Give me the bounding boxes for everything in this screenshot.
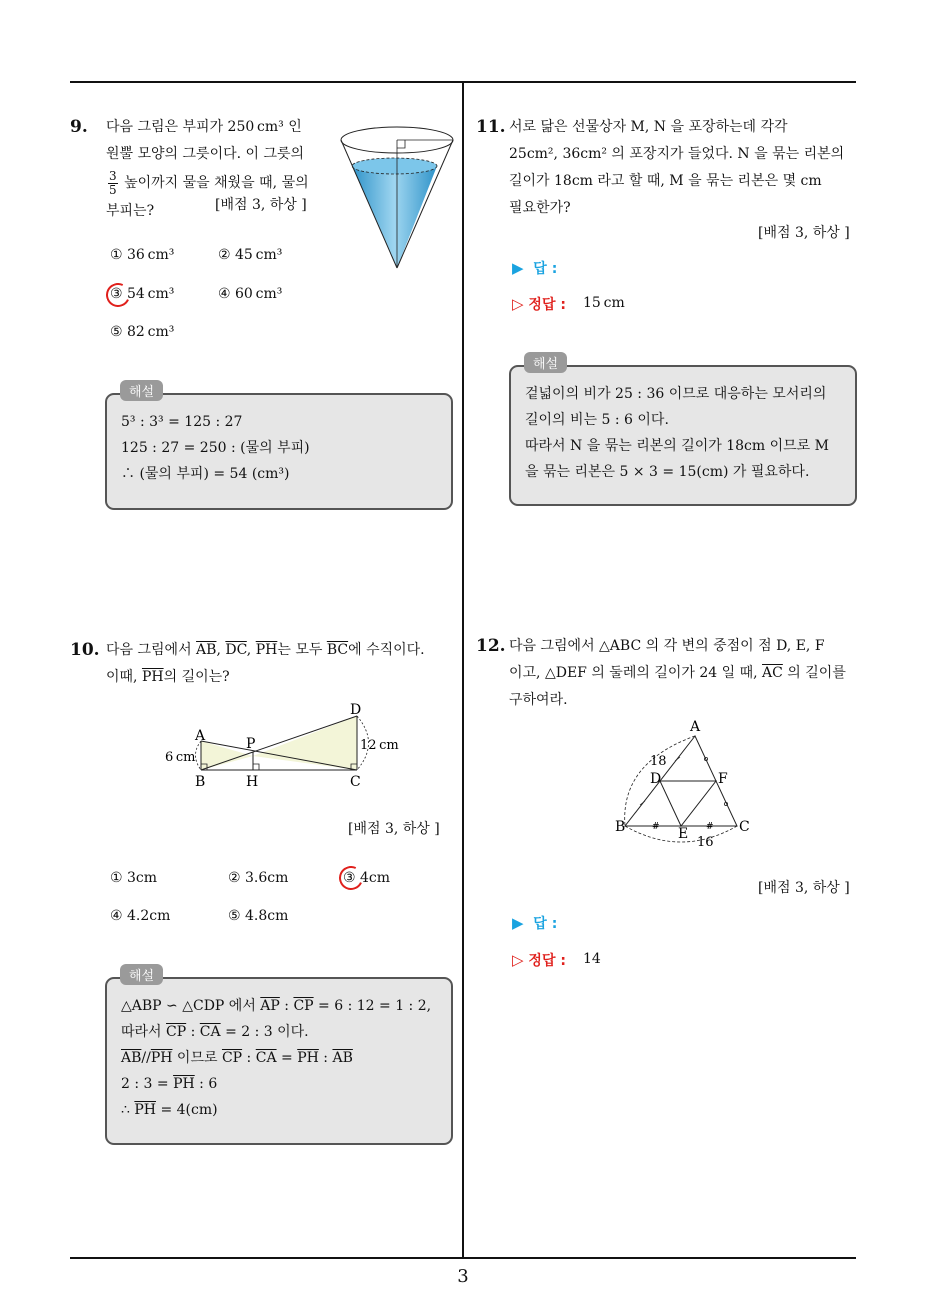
q12-label-e: E <box>678 826 689 842</box>
q11-line4: 필요한가? <box>509 200 571 216</box>
q10-answer-mark-icon <box>336 863 367 894</box>
q9-answer-mark-icon <box>103 280 134 311</box>
q12-score: [배점 3, 하상 ] <box>758 880 850 896</box>
q11-sol-line3: 따라서 N 을 묶는 리본의 길이가 18cm 이므로 M <box>525 438 829 454</box>
q11-solution-tag: 해설 <box>524 352 567 373</box>
q12-length-16: 16 <box>697 835 714 850</box>
q9-line4: 부피는? <box>106 203 155 219</box>
q10-label-d: D <box>350 702 362 718</box>
q11-answer-label: ▶ 답 : <box>512 259 558 277</box>
q9-sol-line2: 125 : 27 = 250 : (물의 부피) <box>121 440 310 456</box>
q9-sol-line3: ∴ (물의 부피) = 54 (cm³) <box>121 466 290 482</box>
q11-sol-line4: 을 묶는 리본은 5 × 3 = 15(cm) 가 필요하다. <box>525 464 810 480</box>
q10-length-left: 6 cm <box>165 750 196 765</box>
play-outline-icon: ▷ <box>512 951 524 969</box>
svg-text:#: # <box>706 822 714 832</box>
q9-number: 9. <box>70 117 88 137</box>
q9-line1: 다음 그림은 부피가 250 cm³ 인 <box>106 119 302 135</box>
q12-line2: 이고, △DEF 의 둘레의 길이가 24 일 때, $\overline{AC}$ 의 길이를 <box>509 665 846 681</box>
q11-line2: 25cm², 36cm² 의 포장지가 들었다. N 을 묶는 리본의 <box>509 146 845 162</box>
q12-correct-value: 14 <box>583 951 601 967</box>
q9-solution-box <box>105 393 453 510</box>
q12-figure <box>612 718 762 852</box>
q11-solution-box <box>509 365 857 506</box>
q10-solution-tag: 해설 <box>120 964 163 985</box>
q10-sol-line2: 따라서 $\overline{CP}$ : $\overline{CA} = 2$ : 3 이다. <box>121 1024 309 1040</box>
q9-line3: 높이까지 물을 채웠을 때, 물의 <box>124 175 309 191</box>
q9-score: [배점 3, 하상 ] <box>215 197 307 213</box>
q10-sol-line4: 2 : $3 = \overline{PH}$ : 6 <box>121 1076 218 1092</box>
q11-score: [배점 3, 하상 ] <box>758 225 850 241</box>
q9-choice-1[interactable]: ① 36 cm³ <box>110 247 175 263</box>
q12-label-f: F <box>718 771 728 787</box>
q10-label-b: B <box>195 774 206 790</box>
q12-line3: 구하여라. <box>509 692 568 708</box>
q9-fraction: $\frac{3}{5}$ <box>109 168 117 197</box>
q9-choice-5[interactable]: ⑤ 82 cm³ <box>110 324 175 340</box>
q9-solution-tag: 해설 <box>120 380 163 401</box>
q11-number: 11. <box>476 117 506 137</box>
svg-text:#: # <box>652 822 660 832</box>
q10-label-p: P <box>246 736 256 752</box>
play-icon: ▶ <box>512 914 524 932</box>
q10-label-a: A <box>195 728 206 744</box>
q10-sol-line1: △ABP ∽ △CDP 에서 $\overline{AP}$ : $\overline{CP} = 6$ : 12 = 1 : 2, <box>121 998 432 1014</box>
q12-text <box>509 633 864 714</box>
page-number: 3 <box>457 1266 469 1287</box>
q11-line3: 길이가 18cm 라고 할 때, M 을 묶는 리본은 몇 cm <box>509 173 822 189</box>
q12-label-a: A <box>690 719 701 735</box>
q10-choice-2[interactable]: ② 3.6cm <box>228 870 289 886</box>
q12-label-d: D <box>650 771 662 787</box>
q10-text: 다음 그림에서 $\overline{AB}$, $\overline{DC}$, $\overline{PH}$는 모두 $\overline{BC}$에 수직이다. 이때, $\overline{PH}$의 길이는? <box>106 642 425 685</box>
q12-label-b: B <box>615 819 626 835</box>
q11-sol-line2: 길이의 비는 5 : 6 이다. <box>525 412 669 428</box>
q10-choice-4[interactable]: ④ 4.2cm <box>110 908 171 924</box>
q9-line2: 원뿔 모양의 그릇이다. 이 그릇의 <box>106 146 305 162</box>
q9-choice-3[interactable]: ③ 54 cm³ <box>110 286 175 302</box>
q9-choice-4[interactable]: ④ 60 cm³ <box>218 286 283 302</box>
q12-length-18: 18 <box>650 754 667 769</box>
q10-score: [배점 3, 하상 ] <box>348 821 440 837</box>
bottom-rule <box>70 1257 856 1259</box>
q10-label-h: H <box>246 774 259 790</box>
column-divider <box>462 82 464 1258</box>
q10-choice-1[interactable]: ① 3cm <box>110 870 158 886</box>
q12-correct-label: ▷ 정답 : <box>512 951 566 969</box>
q9-sol-line1: 5³ : 3³ = 125 : 27 <box>121 414 243 430</box>
q10-sol-line5: ∴ $\overline{PH} = 4(cm)$ <box>121 1102 218 1118</box>
q10-figure <box>160 698 410 794</box>
q10-number: 10. <box>70 640 100 660</box>
q10-solution-box <box>105 977 453 1145</box>
play-outline-icon: ▷ <box>512 295 524 313</box>
q12-answer-label: ▶ 답 : <box>512 914 558 932</box>
q9-cone-figure <box>336 118 462 274</box>
q10-label-c: C <box>350 774 361 790</box>
q12-number: 12. <box>476 636 506 656</box>
q10-choice-5[interactable]: ⑤ 4.8cm <box>228 908 289 924</box>
q12-label-c: C <box>739 819 750 835</box>
q10-length-right: 12 cm <box>360 738 399 753</box>
q11-sol-line1: 겉넓이의 비가 25 : 36 이므로 대응하는 모서리의 <box>525 386 827 402</box>
q11-line1: 서로 닮은 선물상자 M, N 을 포장하는데 각각 <box>509 119 788 135</box>
play-icon: ▶ <box>512 259 524 277</box>
q9-choice-2[interactable]: ② 45 cm³ <box>218 247 283 263</box>
q11-text <box>509 114 859 222</box>
q11-correct-label: ▷ 정답 : <box>512 295 566 313</box>
q12-line1: 다음 그림에서 △ABC 의 각 변의 중점이 점 D, E, F <box>509 638 825 654</box>
q11-correct-value: 15 cm <box>583 295 625 311</box>
q10-sol-line3: $\overline{AB}//\overline{PH}$ 이므로 $\overline{CP}$ : $\overline{CA} = \overline{PH}$ : $\overline{AB}$ <box>121 1050 353 1066</box>
q10-choice-3[interactable]: ③ 4cm <box>343 870 391 886</box>
